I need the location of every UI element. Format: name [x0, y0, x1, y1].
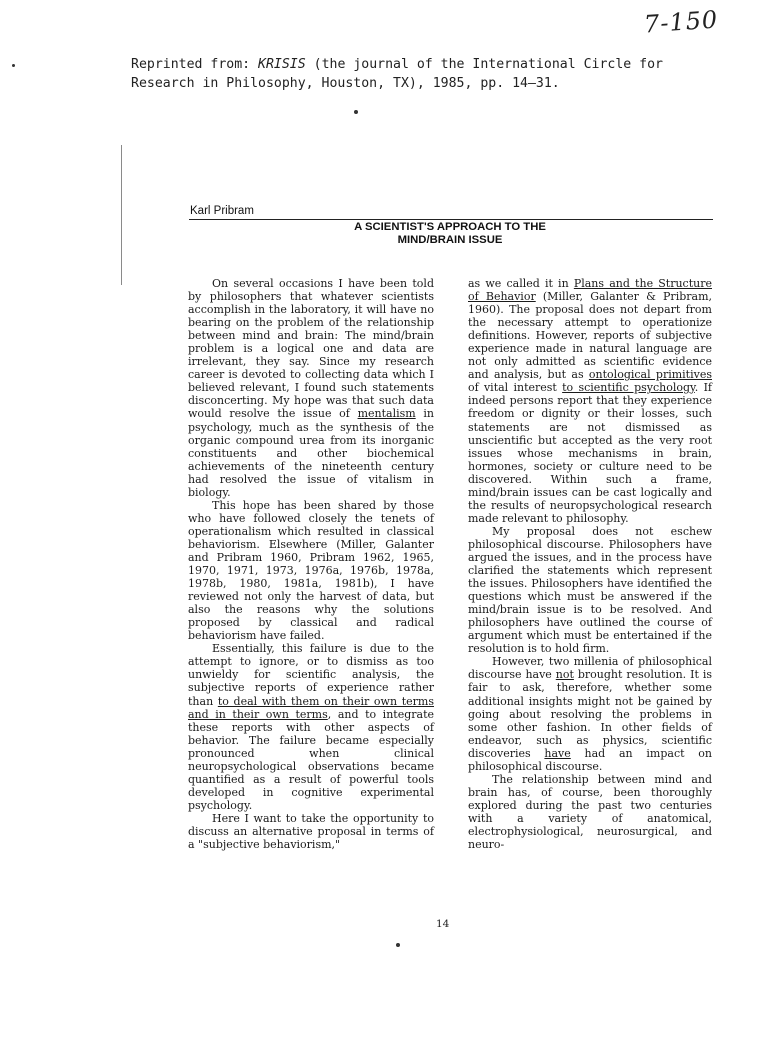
right-column: [468, 277, 712, 851]
reprint-prefix: Reprinted from:: [131, 57, 259, 72]
title-line-2: MIND/BRAIN ISSUE: [397, 234, 503, 246]
journal-name: KRISIS: [258, 57, 306, 72]
paragraph: [188, 642, 434, 812]
archive-stamp: 7-150: [643, 5, 720, 39]
title-rule: [189, 219, 713, 220]
text-run: of vital interest: [468, 381, 563, 395]
paragraph: [468, 277, 712, 525]
paragraph: The relationship between mind and brain has, of course, been thoroughly explored during the past two centuries with a variety of anatomical, electrophysiological, neurosurgical, and neuro-: [468, 772, 712, 852]
reprint-notice: [131, 55, 731, 93]
paragraph: My proposal does not eschew philosophical discourse. Philosophers have argued the issues, and in the process have clarified the statements which represent the issues. Philosophers have identified the questions which must be answered if the mind/brain issue is to be resolved. And philosophers have outlined the course of argument which must be entertained if the resolution is to hold firm.: [468, 524, 712, 656]
text-run: in psychology, much as the synthesis of the organic compound urea from its inorganic constituents and other biochemical achievements of the nineteenth century had resolved the issue of vitalism in biology.: [188, 407, 434, 499]
page-number: 14: [436, 918, 450, 930]
title-line-1: A SCIENTIST'S APPROACH TO THE: [354, 221, 546, 233]
text-run: However, two millenia of philosophical discourse have: [468, 655, 712, 682]
reprint-line2: Research in Philosophy, Houston, TX), 1985, pp. 14–31.: [131, 76, 560, 91]
left-column: [188, 277, 434, 851]
paragraph: [468, 655, 712, 772]
reprint-line1-rest: (the journal of the International Circle for: [305, 57, 663, 72]
underlined-text: ontological primitives: [588, 368, 712, 382]
underlined-text: to deal with them on their own terms and in their own terms: [188, 694, 434, 721]
speck: [396, 943, 400, 947]
paragraph: [188, 277, 434, 499]
text-run: Essentially, this failure is due to the attempt to ignore, or to dismiss as too unwieldy for scientific analysis, the subjective reports of experience rather than: [188, 642, 434, 708]
underlined-text: have: [544, 746, 571, 760]
underlined-text: to scientific psychology: [562, 381, 695, 395]
text-run: (Miller, Galanter & Pribram, 1960). The proposal does not depart from the necessary attempt to operationize definitions. However, reports of subjective experience made in natural language are not only admitted as scientific evidence and analysis, but as: [468, 290, 712, 382]
text-run: brought resolution. It is fair to ask, therefore, whether some additional insights might not be gained by going about resolving the problems in some other fashion. In other fields of endeavor, such as physics, scientific discoveries: [468, 668, 712, 760]
text-run: . If indeed persons report that they experience freedom or dignity or their losses, such statements are not dismissed as unscientific but accepted as the very root issues whose mechanisms in brain, hormones, society or culture need to be discovered. Within such a frame, mind/brain issues can be cast logically and the results of neuropsychological research made relevant to philosophy.: [468, 381, 712, 525]
paragraph: Here I want to take the opportunity to discuss an alternative proposal in terms of a "subjective behaviorism,": [188, 811, 434, 852]
paragraph: This hope has been shared by those who have followed closely the tenets of operationalism which resulted in classical behaviorism. Elsewhere (Miller, Galanter and Pribram 1960, Pribram 1962, 1965, 1970, 1971, 1973, 1976a, 1976b, 1978a, 1978b, 1980, 1981a, 1981b), I have reviewed not only the harvest of data, but also the reasons why the solutions proposed by classical and radical behaviorism have failed.: [188, 498, 434, 643]
underlined-text: not: [555, 668, 574, 682]
margin-line: [121, 145, 122, 285]
text-run: On several occasions I have been told by philosophers that whatever scientists accomplish in the laboratory, it will have no bearing on the problem of the relationship between mind and brain: The mind/brain problem is a logical one and data are irrelevant, they say. Since my research career is devoted to collecting data which I believed relevant, I found such statements disconcerting. My hope was that such data would resolve the issue of: [188, 277, 434, 421]
underlined-text: Plans and the Structure of Behavior: [468, 277, 712, 304]
author-name: Karl Pribram: [190, 205, 254, 217]
article-title: [300, 221, 600, 247]
speck: [354, 110, 358, 114]
text-run: had an impact on philosophical discourse.: [468, 746, 712, 773]
speck: [12, 64, 15, 67]
text-run: as we called it in: [468, 277, 574, 290]
underlined-text: mentalism: [357, 407, 416, 421]
text-run: , and to integrate these reports with other aspects of behavior. The failure became especially pronounced when clinical neuropsychological observations became quantified as a result of powerful tools developed in cognitive experimental psychology.: [188, 707, 434, 812]
